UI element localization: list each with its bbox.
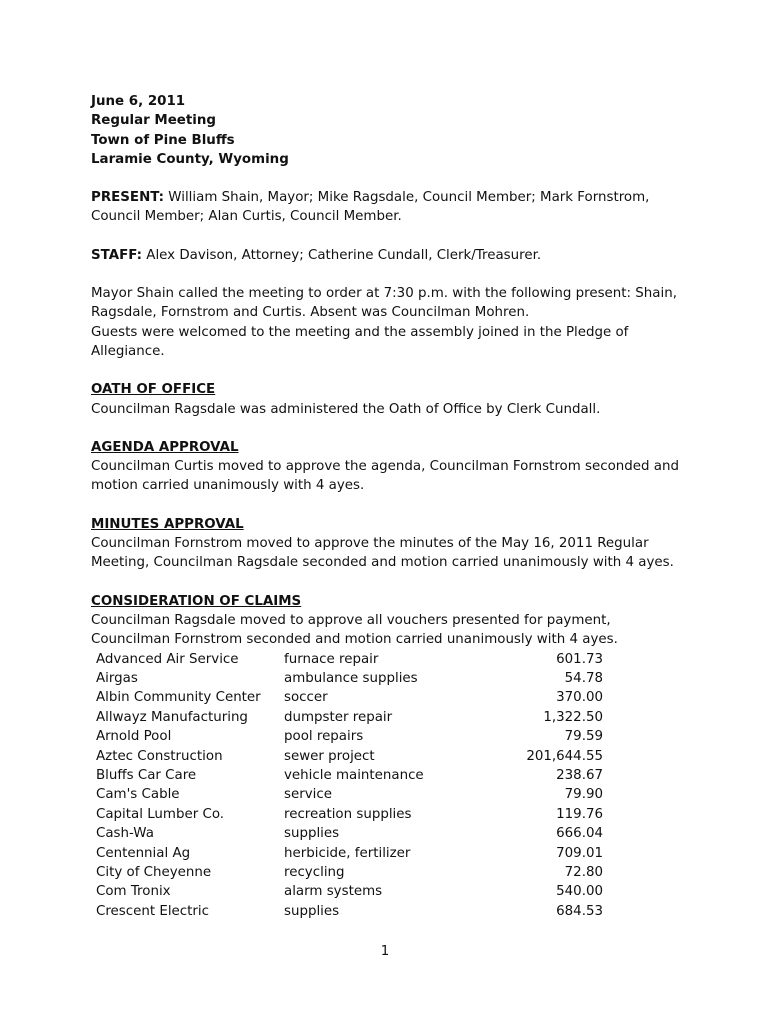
claim-amount: 54.78 [564, 670, 603, 686]
claim-description: vehicle maintenance [284, 767, 424, 783]
claims-table-row [96, 785, 603, 804]
claim-description: recycling [284, 865, 345, 880]
claim-amount: 709.01 [556, 845, 603, 861]
claim-vendor: Albin Community Center [96, 690, 261, 706]
claims-table-row [96, 708, 603, 727]
claim-vendor: Advanced Air Service [96, 651, 239, 667]
claim-amount: 72.80 [564, 865, 603, 880]
claim-vendor: Aztec Construction [96, 748, 223, 764]
staff-label: STAFF: [91, 247, 143, 263]
claim-description: soccer [284, 690, 328, 706]
present-label: PRESENT: [91, 190, 165, 206]
claim-vendor: Crescent Electric [96, 903, 209, 919]
claim-amount: 79.59 [564, 729, 603, 745]
claim-description: sewer project [284, 748, 375, 764]
claim-amount: 201,644.55 [526, 748, 603, 764]
claim-description: service [284, 787, 332, 803]
claims-section-title: CONSIDERATION OF CLAIMS [91, 593, 302, 609]
claim-description: furnace repair [284, 651, 379, 667]
claims-table-row [96, 805, 603, 824]
claim-amount: 601.73 [556, 651, 603, 667]
claim-vendor: Bluffs Car Care [96, 767, 197, 783]
minutes-text: Councilman Fornstrom moved to approve the minutes of the May 16, 2011 Regular Meeting, Councilman Ragsdale seconded and motion carried unanimously with 4 ayes. [91, 536, 674, 571]
claim-amount: 119.76 [556, 806, 603, 822]
town-name: Town of Pine Bluffs [91, 132, 235, 148]
page-number [0, 944, 770, 959]
claim-vendor: City of Cheyenne [96, 865, 212, 880]
agenda-section-title: AGENDA APPROVAL [91, 439, 239, 455]
oath-section-title: OATH OF OFFICE [91, 382, 216, 398]
claim-description: ambulance supplies [284, 670, 418, 686]
claim-description: alarm systems [284, 884, 383, 900]
present-text: William Shain, Mayor; Mike Ragsdale, Council Member; Mark Fornstrom, Council Member; Alan Curtis, Council Member. [91, 190, 650, 225]
claim-vendor: Airgas [96, 670, 138, 686]
oath-text: Councilman Ragsdale was administered the Oath of Office by Clerk Cundall. [91, 401, 601, 417]
claim-vendor: Cam's Cable [96, 787, 180, 803]
claims-table-row [96, 844, 603, 863]
claim-description: supplies [284, 826, 340, 842]
claim-description: pool repairs [284, 729, 364, 745]
claim-description: dumpster repair [284, 709, 393, 725]
minutes-section-title: MINUTES APPROVAL [91, 516, 244, 532]
call-to-order-text: Mayor Shain called the meeting to order at 7:30 p.m. with the following present: Shain, Ragsdale, Fornstrom and Curtis. Absent was Councilman Mohren. [91, 286, 677, 321]
claim-amount: 1,322.50 [543, 709, 603, 725]
claims-table-row [96, 824, 603, 843]
document-body [91, 92, 691, 921]
claims-table [96, 650, 603, 922]
claims-table-row [96, 650, 603, 669]
claims-table-row [96, 863, 603, 882]
claim-vendor: Arnold Pool [96, 729, 172, 745]
agenda-text: Councilman Curtis moved to approve the agenda, Councilman Fornstrom seconded and motion carried unanimously with 4 ayes. [91, 459, 679, 494]
claims-table-row [96, 688, 603, 707]
staff-text: Alex Davison, Attorney; Catherine Cundall, Clerk/Treasurer. [142, 247, 542, 263]
claims-table-row [96, 727, 603, 746]
claim-description: supplies [284, 903, 340, 919]
claim-vendor: Centennial Ag [96, 845, 191, 861]
claim-amount: 238.67 [556, 767, 603, 783]
claims-table-row [96, 902, 603, 921]
meeting-type: Regular Meeting [91, 113, 217, 129]
claim-description: recreation supplies [284, 806, 412, 822]
meeting-date: June 6, 2011 [91, 94, 186, 109]
claims-table-row [96, 766, 603, 785]
claim-vendor: Capital Lumber Co. [96, 806, 225, 822]
claims-text: Councilman Ragsdale moved to approve all vouchers presented for payment, Councilman Fornstrom seconded and motion carried unanimously with 4 ayes. [91, 612, 618, 648]
claim-amount: 684.53 [556, 903, 603, 919]
claim-vendor: Allwayz Manufacturing [96, 709, 248, 725]
county-name: Laramie County, Wyoming [91, 151, 289, 167]
claim-amount: 79.90 [564, 787, 603, 803]
claim-description: herbicide, fertilizer [284, 845, 411, 861]
claim-amount: 540.00 [556, 884, 603, 900]
pledge-text: Guests were welcomed to the meeting and the assembly joined in the Pledge of Allegiance. [91, 324, 629, 359]
claims-table-row [96, 747, 603, 766]
claim-amount: 666.04 [556, 826, 603, 842]
claims-table-row [96, 882, 603, 901]
claims-table-row [96, 669, 603, 688]
claim-vendor: Cash-Wa [96, 826, 154, 842]
page-number-text: 1 [380, 944, 390, 959]
present-paragraph [91, 188, 691, 227]
staff-paragraph [91, 246, 691, 265]
claim-vendor: Com Tronix [96, 884, 171, 900]
claim-amount: 370.00 [556, 690, 603, 706]
